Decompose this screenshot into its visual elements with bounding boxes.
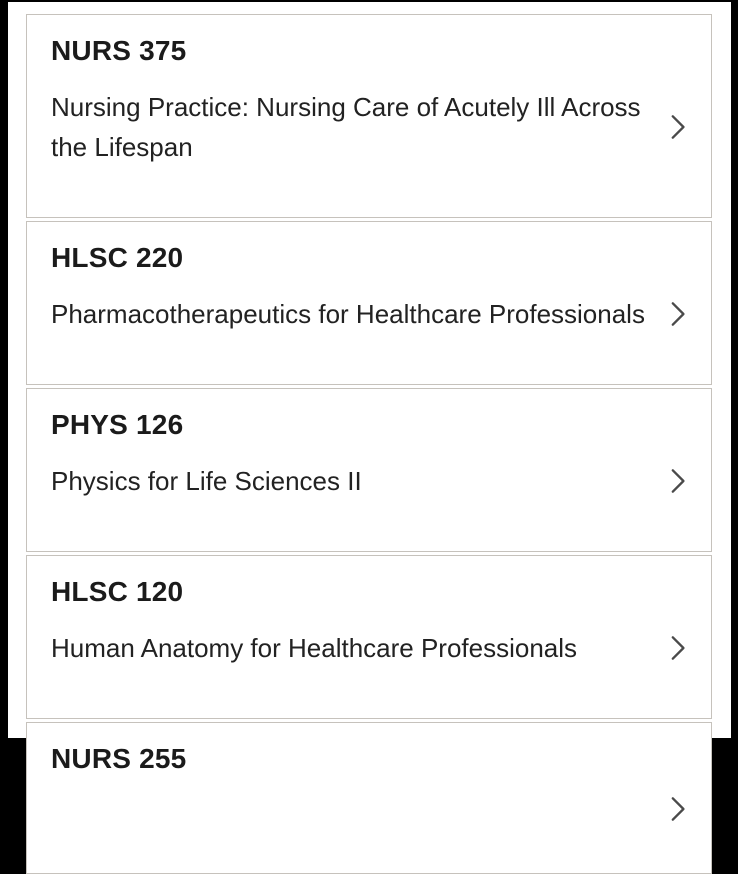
course-title: Physics for Life Sciences II (51, 466, 362, 496)
course-card[interactable] (26, 221, 712, 385)
course-title: Human Anatomy for Healthcare Professionals (51, 633, 578, 663)
course-title: Nursing Practice: Nursing Care of Acutely Ill Across the Lifespan (51, 92, 641, 162)
course-card[interactable] (26, 722, 712, 874)
course-code: NURS 255 (51, 743, 187, 774)
course-card[interactable] (26, 14, 712, 218)
course-code: HLSC 220 (51, 242, 184, 273)
course-row (51, 87, 687, 167)
chevron-right-icon[interactable] (671, 113, 687, 141)
course-row (51, 461, 687, 501)
chevron-right-icon[interactable] (671, 300, 687, 328)
course-title: Pharmacotherapeutics for Healthcare Professionals (51, 299, 645, 329)
course-card[interactable] (26, 388, 712, 552)
chevron-right-icon[interactable] (671, 795, 687, 823)
course-code: HLSC 120 (51, 576, 184, 607)
course-list (8, 2, 731, 774)
course-code: NURS 375 (51, 35, 187, 66)
chevron-right-icon[interactable] (671, 634, 687, 662)
course-row (51, 628, 687, 668)
chevron-right-icon[interactable] (671, 467, 687, 495)
course-row (51, 795, 687, 823)
course-row (51, 294, 687, 334)
course-card[interactable] (26, 555, 712, 719)
course-code: PHYS 126 (51, 409, 184, 440)
